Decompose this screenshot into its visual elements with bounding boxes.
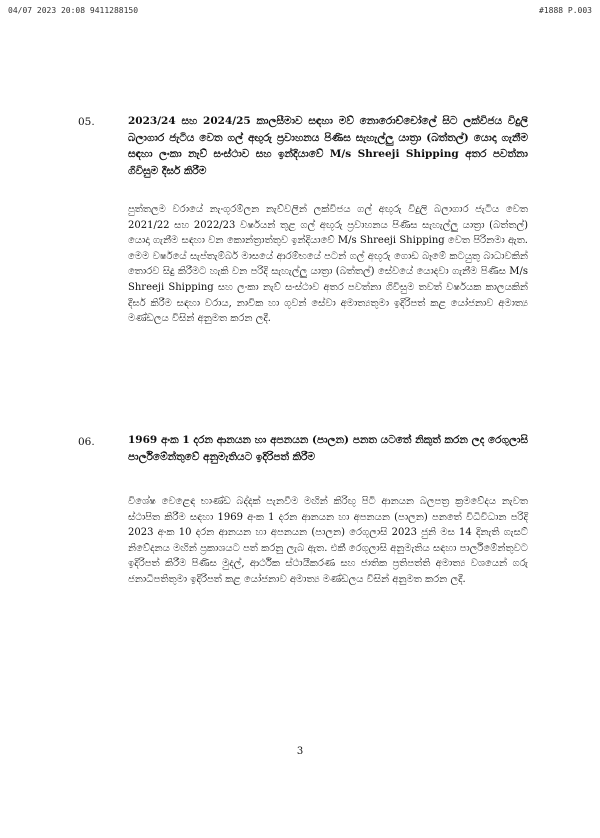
page-number: 3: [296, 746, 304, 757]
fax-header-left: 04/07 2023 20:08 9411288150: [8, 6, 139, 15]
item-number: 05.: [78, 116, 95, 128]
item-number: 06.: [78, 436, 95, 448]
decision-item-05: [78, 108, 528, 408]
item-title: 1969 අංක 1 දරන ආනයන හා අපනයන (පාලන) පනත යටතේ නිකුත් කරන ලද රෙගුලාසි පාර්ලිමේන්තුවේ අනුමැතියට ඉදිරිපත් කිරීම: [128, 434, 528, 463]
item-body: පුත්තලම වරායේ නැංගුරම්ලන නැව්වලින් ලක්විජය ගල් අඟුරු විදුලි බලාගාර ජැටිය වෙත 2021/22 සහ 2022/23 වර්ෂයන් තුළ ගල් අඟුරු ප්‍රවාහනය පිණිස සැහැල්ලු යාත්‍රා (බත්තල්) යොදා ගැනීම සඳහා වන කොන්ත්‍රාත්තුව ඉන්දියාවේ M/s Shreeji Shipping වෙත පිරිනමා ඇත. මෙම වර්ෂයේ සැප්තැම්බර් මාසයේ ආරම්භයේ පටන් ගල් අඟුරු ගොඩ බෑමේ කටයුතු බාධාවකින් තොරව සිදු කිරීමට හැකි වන පරිදි සැහැල්ලු යාත්‍රා (බත්තල්) සේවයේ යොදවා ගැනීම පිණිස M/s Shreeji Shipping සහ ලංකා නැව් සංස්ථාව අතර පවත්නා ගිවිසුම තවත් වර්ෂයක කාලයකින් දීර්ඝ කිරීම සඳහා වරාය, නාවික හා ගුවන් සේවා අමාත්‍යතුමා ඉදිරිපත් කළ යෝජනාව අමාත්‍ය මණ්ඩලය විසින් අනුමත කරන ලදී.: [128, 204, 528, 325]
item-title: 2023/24 සහ 2024/25 කාලසීමාව සඳහා මව් නොරොච්චෝලේ සිට ලක්විජය විදුලි බලාගාර ජැටිය වෙත ගල් අඟුරු ප්‍රවාහනය පිණිස සැහැල්ලු යාත්‍රා (බත්තල්) යොදා ගැනීම සඳහා ලංකා නැව් සංස්ථාව සහ ඉන්දියාවේ M/s Shreeji Shipping අතර පවත්නා ගිවිසුම දීර්ඝ කිරීම: [128, 115, 528, 177]
fax-header-right: #1888 P.003: [539, 6, 592, 15]
decision-item-06: [78, 432, 528, 672]
fax-header: [8, 6, 592, 18]
item-body: විශේෂ වෙළෙඳ භාණ්ඩ බද්දක් පැනවීම මඟින් කිරිඟු පිටි ආනයන බලපත්‍ර ක්‍රමවේදය නැවත ස්ථාපිත කිරීම සඳහා 1969 අංක 1 දරන ආනයන හා අපනයන (පාලන) පනතේ විධිවිධාන පරිදි 2023 අංක 10 දරන ආනයන හා අපනයන (පාලන) රෙගුලාසි 2023 ජුනි මස 14 දිනැති ගැසට් නිවේදනය මඟින් ප්‍රකාශයට පත් කරනු ලැබ ඇත. එකී රෙගුලාසි අනුමැතිය සඳහා පාර්ලිමේන්තුවට ඉදිරිපත් කිරීම පිණිස මුදල්, ආර්ථික ස්ථායීකරණ සහ ජාතික ප්‍රතිපත්ති අමාත්‍ය වශයෙන් ගරු ජනාධිපතිතුමා ඉදිරිපත් කළ යෝජනාව අමාත්‍ය මණ්ඩලය විසින් අනුමත කරන ලදී.: [128, 496, 528, 585]
